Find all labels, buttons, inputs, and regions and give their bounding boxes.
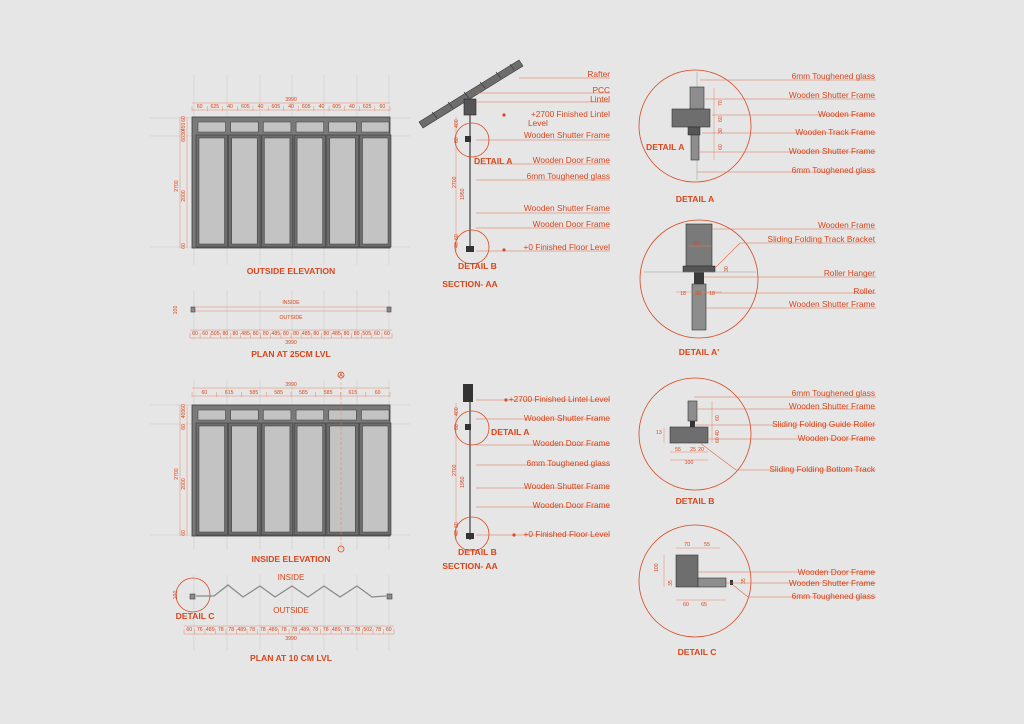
- plan25-overall-dim: 3990: [285, 340, 297, 346]
- p10-dim-3: 78: [217, 627, 224, 633]
- sec-bot-dim-60b: 60: [454, 522, 460, 528]
- detail-a2-dim-1: 30: [724, 266, 730, 272]
- p25-dim-2: 505: [210, 331, 220, 337]
- section-top-frame: [465, 136, 471, 142]
- detail-c-label-2: 6mm Toughened glass: [791, 591, 875, 601]
- detail-b-door-frame: [670, 427, 708, 443]
- plan25-inside-label: INSIDE: [282, 300, 300, 306]
- oe-top-dim-1: 625: [210, 104, 220, 110]
- ie-fanlight-5: [329, 410, 357, 420]
- oe-shutter-glass-3: [264, 138, 290, 244]
- detail-c-dim-5: 65: [701, 602, 707, 608]
- detail-c-tag: DETAIL C: [175, 611, 215, 621]
- sec-bot-label-ffl: +0 Finished Floor Level: [523, 529, 610, 539]
- detail-b-dim-5: 25: [690, 447, 696, 453]
- plan25-right-jamb: [387, 307, 391, 312]
- plan25-outside-label: OUTSIDE: [279, 315, 303, 321]
- detail-b-guide-roller: [690, 421, 695, 427]
- sec-bot-label-lintel-level: +2700 Finished Lintel Level: [508, 394, 610, 404]
- p10-dim-8: 489: [268, 627, 278, 633]
- detail-b-label-4: Sliding Folding Bottom Track: [769, 464, 875, 474]
- p25-dim-4: 80: [232, 331, 239, 337]
- detail-a-title: DETAIL A: [675, 194, 715, 204]
- plan10-right-jamb: [387, 594, 392, 599]
- p10-dim-5: 489: [237, 627, 247, 633]
- sec-top-label-rafter: Rafter: [587, 69, 610, 79]
- detail-c-dim-2: 100: [654, 563, 660, 572]
- oe-top-dim-8: 40: [318, 104, 325, 110]
- outside-elevation-title: OUTSIDE ELEVATION: [246, 266, 336, 276]
- detail-a-label-2: Wooden Frame: [817, 109, 875, 119]
- p25-dim-14: 485: [332, 331, 341, 337]
- inside-elevation: [150, 372, 410, 564]
- plan25-side-dim: 100: [173, 305, 179, 315]
- detail-c-shutter-frame: [698, 578, 726, 587]
- sec-top-label-door-frame-1: Wooden Door Frame: [532, 155, 610, 165]
- sec-top-dim-2700: 2700: [452, 176, 458, 188]
- detail-b-label-1: Wooden Shutter Frame: [788, 401, 875, 411]
- p25-dim-0: 60: [192, 331, 198, 337]
- oe-fanlight-4: [296, 122, 324, 132]
- detail-b-title: DETAIL B: [675, 496, 715, 506]
- ie-top-dim-3: 585: [274, 390, 283, 396]
- sec-bot-label-shutter-frame-2: Wooden Shutter Frame: [523, 481, 610, 491]
- ie-shutter-glass-4: [297, 426, 323, 532]
- folded-shutters-plan: [196, 585, 386, 597]
- oe-fanlight-1: [198, 122, 226, 132]
- outside-elevation: [150, 75, 410, 276]
- p10-dim-11: 489: [300, 627, 310, 633]
- detail-a-wooden-frame: [672, 109, 710, 127]
- sec-bot-label-door-frame-1: Wooden Door Frame: [532, 438, 610, 448]
- p25-dim-6: 80: [252, 331, 259, 337]
- oe-side-dim-1: 450: [181, 122, 187, 132]
- detail-b-dim-0: 60: [715, 415, 721, 421]
- detail-a-dim-0: 70: [718, 100, 724, 106]
- detail-c-label-0: Wooden Door Frame: [797, 567, 875, 577]
- oe-shutter-glass-2: [232, 138, 258, 244]
- detail-b-dim-2: 60: [715, 437, 721, 443]
- detail-a2-title: DETAIL A': [678, 347, 720, 357]
- ie-side-dim-0: 60: [181, 404, 187, 410]
- plan10-side-dim: 100: [173, 590, 179, 600]
- sec-bot-detail-a-tag: DETAIL A: [491, 427, 530, 437]
- sec-bot-detail-b-tag: DETAIL B: [458, 547, 497, 557]
- sec-bottom-bottom-frame: [466, 533, 474, 539]
- ie-side-dim-5: 60: [181, 530, 187, 536]
- sec-bot-label-door-frame-2: Wooden Door Frame: [532, 500, 610, 510]
- sec-top-label-lintel: Lintel: [590, 94, 610, 104]
- detail-a-dim-1: 60: [718, 116, 724, 122]
- sec-top-dim-60a: 60: [454, 137, 460, 143]
- detail-b-label-0: 6mm Toughened glass: [791, 388, 875, 398]
- p10-dim-15: 78: [343, 627, 350, 633]
- plan-25cm: [173, 290, 392, 359]
- p10-dim-6: 78: [249, 627, 256, 633]
- detail-a-label-1: Wooden Shutter Frame: [788, 90, 875, 100]
- oe-side-dim-2: 30: [181, 130, 187, 136]
- section-mark-letter: A: [339, 373, 343, 379]
- ie-top-dim-1: 615: [224, 390, 234, 396]
- plan25-left-jamb: [191, 307, 195, 312]
- detail-a-lower-shutter: [691, 135, 699, 160]
- oe-side-dim-5: 2700: [174, 180, 180, 192]
- ie-top-dim-5: 585: [323, 390, 333, 396]
- detail-a2-track-bracket: [683, 266, 715, 272]
- oe-fanlight-6: [362, 122, 390, 132]
- detail-b-dim-3: 13: [656, 430, 662, 436]
- oe-shutter-glass-4: [297, 138, 323, 244]
- detail-a-dim-3: 60: [718, 144, 724, 150]
- plan10-overall-dim: 3990: [285, 636, 297, 642]
- sec-bot-dim-40: 40: [454, 530, 460, 536]
- detail-a: [639, 70, 876, 204]
- section-aa-bottom-title: SECTION- AA: [442, 561, 498, 571]
- ie-fanlight-1: [198, 410, 226, 420]
- sec-bot-dim-400: 400: [454, 407, 460, 416]
- oe-side-dim-0: 60: [181, 116, 187, 122]
- detail-a2-label-0: Wooden Frame: [817, 220, 875, 230]
- sec-bot-dim-60a: 60: [454, 424, 460, 430]
- plan10-left-jamb: [190, 594, 195, 599]
- oe-fanlight-3: [263, 122, 291, 132]
- p25-dim-13: 80: [323, 331, 330, 337]
- detail-b-shutter-frame: [688, 401, 697, 421]
- detail-a-shutter-frame: [690, 87, 704, 109]
- oe-fanlight-5: [329, 122, 357, 132]
- detail-a2-dim-2: 18: [680, 291, 686, 297]
- detail-a2-dim-0: 65: [694, 241, 700, 247]
- oe-top-dim-4: 40: [257, 104, 264, 110]
- oe-side-dim-6: 60: [181, 243, 187, 249]
- detail-a2-roller: [694, 272, 704, 284]
- oe-top-dim-11: 625: [362, 104, 372, 110]
- detail-a-tag: DETAIL A: [646, 142, 685, 152]
- sec-top-label-lintel-level: +2700 Finished Lintel: [530, 109, 610, 119]
- lintel-block: [463, 384, 473, 402]
- p10-dim-17: 502: [363, 627, 373, 633]
- oe-top-dim-6: 40: [288, 104, 294, 110]
- ie-top-dim-4: 585: [299, 390, 308, 396]
- oe-side-dim-3: 60: [181, 136, 187, 142]
- overall-width-dim: 3990: [285, 97, 297, 103]
- p10-dim-9: 78: [280, 627, 287, 633]
- detail-a-label-3: Wooden Track Frame: [795, 127, 875, 137]
- sec-top-dim-40: 40: [454, 242, 460, 248]
- ie-top-dim-2: 585: [249, 390, 259, 396]
- sec-top-label-pcc: PCC: [592, 85, 610, 95]
- detail-a2-dim-3: 30: [695, 291, 701, 297]
- detail-b-label-3: Wooden Door Frame: [797, 433, 875, 443]
- oe-top-dim-10: 40: [349, 104, 355, 110]
- detail-c-dim-0: 70: [684, 542, 690, 548]
- oe-top-dim-5: 605: [271, 104, 281, 110]
- sec-top-label-shutter-frame-1: Wooden Shutter Frame: [523, 130, 610, 140]
- p10-dim-18: 78: [375, 627, 382, 633]
- plan10-outside-label: OUTSIDE: [273, 606, 309, 615]
- p10-dim-10: 78: [291, 627, 298, 633]
- section-aa-top: [419, 60, 610, 289]
- ie-shutter-glass-5: [330, 426, 356, 532]
- ie-top-dim-6: 615: [348, 390, 358, 396]
- detail-c-label-1: Wooden Shutter Frame: [788, 578, 875, 588]
- detail-a2-label-1: Sliding Folding Track Bracket: [767, 234, 875, 244]
- oe-shutter-glass-5: [330, 138, 356, 244]
- detail-b-dim-1: 40: [715, 430, 721, 436]
- detail-c-dim-3: 35: [668, 580, 674, 586]
- sec-top-dim-400: 400: [454, 119, 460, 128]
- ie-side-dim-2: 60: [181, 424, 187, 430]
- sec-top-detail-a-tag: DETAIL A: [474, 156, 513, 166]
- ie-fanlight-4: [296, 410, 324, 420]
- detail-a-callout-bottom: [455, 411, 489, 445]
- oe-top-dim-9: 605: [332, 104, 342, 110]
- detail-a-label-5: 6mm Toughened glass: [791, 165, 875, 175]
- oe-shutter-glass-6: [363, 138, 389, 244]
- sec-top-label-ffl: +0 Finished Floor Level: [523, 242, 610, 252]
- detail-b-dim-4: 55: [675, 447, 681, 453]
- p10-dim-4: 78: [228, 627, 235, 633]
- sec-top-dim-1950: 1950: [460, 188, 466, 200]
- detail-c-glass: [730, 580, 733, 585]
- ie-side-dim-1: 400: [181, 409, 187, 419]
- sec-bot-dim-1950: 1950: [460, 476, 466, 488]
- p25-dim-9: 80: [283, 331, 289, 337]
- p25-dim-5: 485: [241, 331, 250, 337]
- sec-top-dim-60b: 60: [454, 234, 460, 240]
- oe-shutter-glass-1: [199, 138, 225, 244]
- detail-b-dim-6: 20: [698, 447, 704, 453]
- detail-b-dim-7: 100: [684, 460, 694, 466]
- p25-dim-15: 80: [343, 331, 350, 337]
- sec-top-label-level: Level: [528, 118, 548, 128]
- ie-top-dim-0: 60: [201, 390, 208, 396]
- p10-dim-19: 60: [385, 627, 392, 633]
- oe-top-dim-0: 60: [196, 104, 203, 110]
- p25-dim-16: 80: [353, 331, 360, 337]
- ie-shutter-glass-2: [232, 426, 258, 532]
- sec-bot-label-glass: 6mm Toughened glass: [526, 458, 610, 468]
- detail-c: [639, 525, 876, 657]
- detail-a2-dim-4: 18: [709, 291, 715, 297]
- sec-top-label-glass: 6mm Toughened glass: [526, 171, 610, 181]
- p25-dim-7: 80: [262, 331, 269, 337]
- section-aa-top-title: SECTION- AA: [442, 279, 498, 289]
- p25-dim-3: 80: [222, 331, 229, 337]
- detail-c-door-frame: [676, 555, 698, 587]
- section-aa-bottom: [442, 384, 610, 571]
- detail-a2-label-4: Wooden Shutter Frame: [788, 299, 875, 309]
- p25-dim-1: 60: [202, 331, 209, 337]
- detail-a2-label-2: Roller Hanger: [823, 268, 875, 278]
- detail-c-dim-1: 55: [704, 542, 710, 548]
- p25-dim-12: 80: [313, 331, 320, 337]
- inside-elevation-title: INSIDE ELEVATION: [251, 554, 331, 564]
- sec-bottom-top-frame: [465, 424, 471, 430]
- oe-top-dim-7: 605: [301, 104, 311, 110]
- ie-overall-dim: 3990: [285, 382, 297, 388]
- ie-fanlight-2: [231, 410, 259, 420]
- ie-shutter-glass-3: [264, 426, 290, 532]
- p25-dim-19: 60: [384, 331, 390, 337]
- oe-top-dim-12: 60: [379, 104, 386, 110]
- oe-top-dim-2: 40: [227, 104, 233, 110]
- plan10-inside-label: INSIDE: [277, 573, 305, 582]
- p10-dim-12: 78: [312, 627, 319, 633]
- detail-a-prime: [640, 220, 876, 357]
- ie-shutter-glass-1: [199, 426, 225, 532]
- detail-c-title: DETAIL C: [677, 647, 717, 657]
- sec-top-label-shutter-frame-2: Wooden Shutter Frame: [523, 203, 610, 213]
- p25-dim-10: 80: [293, 331, 299, 337]
- p25-dim-18: 60: [373, 331, 380, 337]
- rafter: [419, 60, 523, 128]
- p25-dim-17: 505: [362, 331, 372, 337]
- detail-b-label-2: Sliding Folding Guide Roller: [772, 419, 875, 429]
- ie-shutter-glass-6: [363, 426, 389, 532]
- p10-dim-14: 489: [331, 627, 341, 633]
- detail-b: [639, 378, 876, 506]
- ie-fanlight-6: [362, 410, 390, 420]
- oe-fanlight-2: [231, 122, 259, 132]
- p10-dim-7: 78: [259, 627, 266, 633]
- sec-top-label-door-frame-2: Wooden Door Frame: [532, 219, 610, 229]
- sec-top-detail-b-tag: DETAIL B: [458, 261, 497, 271]
- lintel: [464, 99, 476, 115]
- detail-c-dim-6: 35: [741, 578, 747, 584]
- detail-c-dim-4: 60: [683, 602, 689, 608]
- plan10-title: PLAN AT 10 CM LVL: [250, 653, 332, 663]
- ie-fanlight-3: [263, 410, 291, 420]
- detail-a-label-4: Wooden Shutter Frame: [788, 146, 875, 156]
- ie-side-dim-4: 2700: [174, 468, 180, 480]
- plan25-title: PLAN AT 25CM LVL: [251, 349, 331, 359]
- detail-a2-label-3: Roller: [853, 286, 875, 296]
- p10-dim-13: 78: [322, 627, 329, 633]
- p25-dim-11: 485: [301, 331, 311, 337]
- detail-a-dim-2: 30: [718, 128, 724, 134]
- detail-a-label-0: 6mm Toughened glass: [791, 71, 875, 81]
- p10-dim-0: 60: [186, 627, 193, 633]
- ie-top-dim-7: 60: [374, 390, 381, 396]
- detail-a-track: [688, 127, 700, 135]
- p25-dim-8: 485: [271, 331, 281, 337]
- plan-10cm: [173, 573, 394, 663]
- p10-dim-2: 489: [205, 627, 215, 633]
- sec-bot-label-shutter-frame-1: Wooden Shutter Frame: [523, 413, 610, 423]
- oe-top-dim-3: 605: [240, 104, 250, 110]
- sec-bot-dim-2700: 2700: [452, 464, 458, 476]
- ie-side-dim-3: 2000: [181, 478, 187, 490]
- oe-side-dim-4: 2000: [181, 190, 187, 202]
- p10-dim-1: 76: [196, 627, 203, 633]
- section-bottom-frame: [466, 246, 474, 252]
- p10-dim-16: 78: [354, 627, 361, 633]
